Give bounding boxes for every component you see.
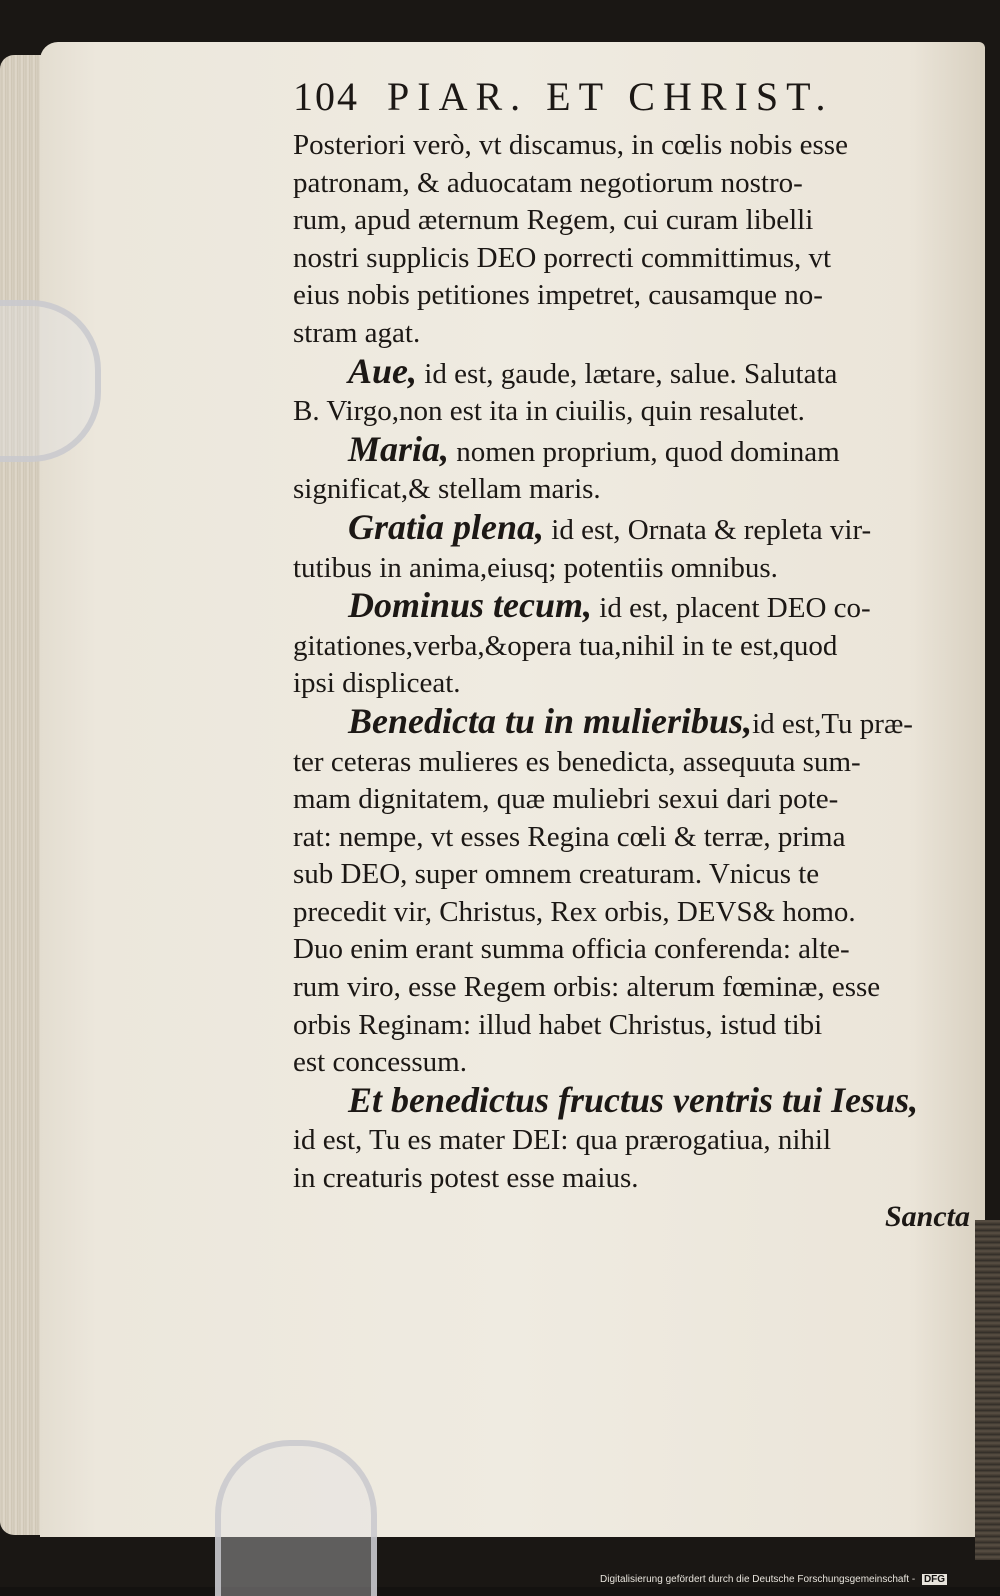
line-text: id est, gaude, lætare, salue. Salutata <box>417 357 838 390</box>
line-text: in creaturis potest esse maius. <box>293 1162 639 1195</box>
text-line <box>293 428 978 472</box>
text-line <box>293 240 978 278</box>
text-line <box>293 506 978 550</box>
line-text: id est, Tu es mater DEI: qua prærogatiua, nihil <box>293 1124 832 1157</box>
line-text: id est,Tu præ- <box>752 707 913 740</box>
line-text: gitationes,verba,&opera tua,nihil in te est,quod <box>293 629 838 662</box>
line-text: precedit vir, Christus, Rex orbis, DEVS& homo. <box>293 895 856 928</box>
text-line <box>293 744 978 782</box>
text-line <box>293 1044 978 1082</box>
line-text: eius nobis petitiones impetret, causamque no- <box>293 279 823 312</box>
lemma-heading: Gratia plena, <box>348 506 545 547</box>
text-line <box>293 969 978 1007</box>
line-text: orbis Reginam: illud habet Christus, istud tibi <box>293 1008 823 1041</box>
text-line <box>293 1079 978 1123</box>
lemma-heading: Maria, <box>348 428 450 469</box>
digitization-footer <box>600 1574 947 1585</box>
line-text: tutibus in anima,eiusq; potentiis omnibus. <box>293 551 778 584</box>
line-text: B. Virgo,non est ita in ciuilis, quin resalutet. <box>293 395 805 428</box>
text-line <box>293 350 978 394</box>
text-line <box>293 165 978 203</box>
text-line <box>293 819 978 857</box>
line-text: nomen proprium, quod dominam <box>449 435 840 468</box>
page-header <box>293 74 978 124</box>
body-text <box>293 127 978 1198</box>
line-text: Duo enim erant summa officia conferenda: alte- <box>293 933 850 966</box>
binding-edge <box>975 1220 1000 1560</box>
text-line <box>293 202 978 240</box>
lemma-heading: Benedicta tu in mulieribus, <box>348 700 753 741</box>
text-line <box>293 665 978 703</box>
text-line <box>293 856 978 894</box>
text-line <box>293 471 978 509</box>
line-text: rat: nempe, vt esses Regina cœli & terræ, prima <box>293 820 846 853</box>
text-line <box>293 894 978 932</box>
lemma-heading: Dominus tecum, <box>348 585 593 626</box>
text-line <box>293 127 978 165</box>
catchword: Sancta <box>884 1199 970 1233</box>
page-text-block <box>293 74 978 1235</box>
text-line <box>293 277 978 315</box>
line-text: sub DEO, super omnem creaturam. Vnicus te <box>293 858 820 891</box>
page-number: 104 <box>293 74 359 119</box>
line-text: significat,& stellam maris. <box>293 473 601 506</box>
text-line <box>293 393 978 431</box>
text-line <box>293 931 978 969</box>
running-title: PIAR. ET CHRIST. <box>387 74 834 119</box>
line-text: rum viro, esse Regem orbis: alterum fœminæ, esse <box>293 971 881 1004</box>
footer-text: Digitalisierung gefördert durch die Deutsche Forschungsgemeinschaft - <box>600 1574 916 1585</box>
text-line <box>293 550 978 588</box>
text-line <box>293 1007 978 1045</box>
text-line <box>293 1122 978 1160</box>
text-line <box>293 700 978 744</box>
text-line <box>293 587 978 628</box>
text-line <box>293 1160 978 1198</box>
text-line <box>293 781 978 819</box>
line-text: mam dignitatem, quæ muliebri sexui dari pote- <box>293 783 839 816</box>
line-text: id est, Ornata & repleta vir- <box>544 513 872 546</box>
lemma-heading: Aue, <box>348 350 418 391</box>
line-text: rum, apud æternum Regem, cui curam libelli <box>293 204 814 237</box>
line-text: nostri supplicis DEO porrecti committimus, vt <box>293 241 832 274</box>
line-text: patronam, & aduocatam negotiorum nostro- <box>293 166 803 199</box>
line-text: ipsi displiceat. <box>293 667 461 700</box>
text-line <box>293 628 978 666</box>
line-text: ter ceteras mulieres es benedicta, assequuta sum- <box>293 745 861 778</box>
line-text: id est, placent DEO co- <box>592 592 871 625</box>
lemma-heading: Et benedictus fructus ventris tui Iesus, <box>348 1079 919 1120</box>
line-text: stram agat. <box>293 316 421 349</box>
line-text: est concessum. <box>293 1046 467 1079</box>
line-text: Posteriori verò, vt discamus, in cœlis nobis esse <box>293 129 848 161</box>
text-line <box>293 315 978 353</box>
dfg-logo: DFG <box>923 1574 946 1585</box>
page-clip-bottom <box>215 1440 377 1596</box>
